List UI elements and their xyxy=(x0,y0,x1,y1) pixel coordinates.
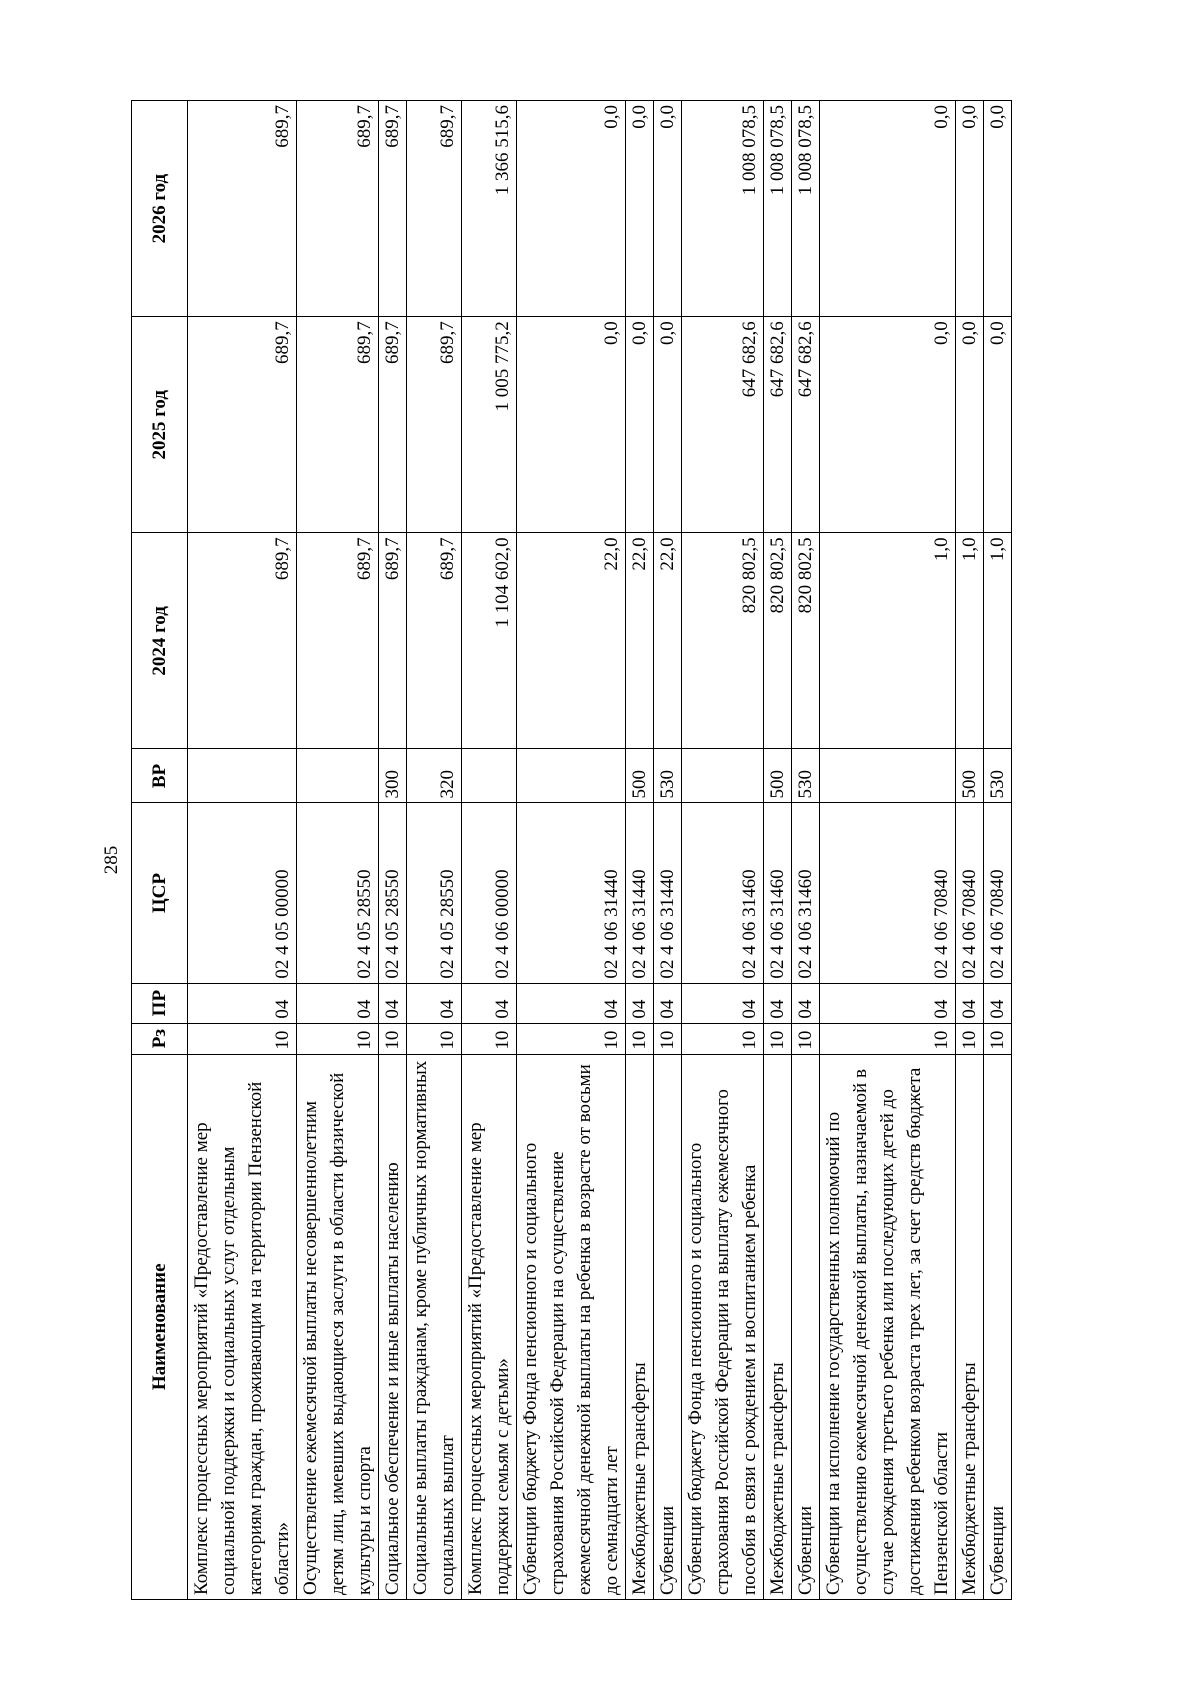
cell-2024: 22,0 xyxy=(517,533,626,749)
table-row xyxy=(407,101,462,1600)
cell-pr: 04 xyxy=(188,983,297,1023)
cell-2024: 689,7 xyxy=(297,533,379,749)
cell-2024: 1,0 xyxy=(956,533,984,749)
cell-csr: 02 4 06 31440 xyxy=(626,803,654,983)
table-header xyxy=(132,101,188,1600)
cell-pr: 04 xyxy=(682,983,764,1023)
cell-vr xyxy=(188,749,297,803)
table-row xyxy=(792,101,820,1600)
cell-vr xyxy=(682,749,764,803)
cell-csr: 02 4 06 70840 xyxy=(820,803,956,983)
header-csr: ЦСР xyxy=(132,803,188,983)
cell-vr: 500 xyxy=(764,749,792,803)
cell-csr: 02 4 06 31440 xyxy=(654,803,682,983)
cell-2025: 0,0 xyxy=(984,317,1012,533)
cell-csr: 02 4 06 31460 xyxy=(764,803,792,983)
cell-pr: 04 xyxy=(956,983,984,1023)
cell-rz: 10 xyxy=(682,1023,764,1054)
cell-2026: 689,7 xyxy=(188,101,297,317)
cell-name: Субвенции бюджету Фонда пенсионного и социального страхования Российской Федерации на осуществление ежемесячной денежной выплаты на ребенка в возрасте от восьми до семнадцати лет xyxy=(517,1054,626,1599)
table-row xyxy=(682,101,764,1600)
page-number: 285 xyxy=(101,845,122,875)
cell-2025: 647 682,6 xyxy=(792,317,820,533)
cell-pr: 04 xyxy=(820,983,956,1023)
cell-2025: 647 682,6 xyxy=(682,317,764,533)
cell-pr: 04 xyxy=(764,983,792,1023)
cell-rz: 10 xyxy=(764,1023,792,1054)
cell-rz: 10 xyxy=(984,1023,1012,1054)
table-row xyxy=(764,101,792,1600)
cell-2025: 0,0 xyxy=(820,317,956,533)
cell-2026: 1 008 078,5 xyxy=(682,101,764,317)
cell-pr: 04 xyxy=(407,983,462,1023)
header-vr: ВР xyxy=(132,749,188,803)
rotated-table-container xyxy=(131,100,1011,1600)
cell-csr: 02 4 05 28550 xyxy=(297,803,379,983)
cell-2024: 22,0 xyxy=(654,533,682,749)
cell-2026: 689,7 xyxy=(379,101,407,317)
header-2025: 2025 год xyxy=(132,317,188,533)
cell-rz: 10 xyxy=(188,1023,297,1054)
cell-2026: 1 366 515,6 xyxy=(462,101,517,317)
cell-rz: 10 xyxy=(956,1023,984,1054)
cell-vr: 320 xyxy=(407,749,462,803)
header-2024: 2024 год xyxy=(132,533,188,749)
cell-2025: 689,7 xyxy=(379,317,407,533)
cell-2026: 689,7 xyxy=(407,101,462,317)
cell-name: Осуществление ежемесячной выплаты несовершеннолетним детям лиц, имевших выдающиеся заслуги в области физической культуры и спорта xyxy=(297,1054,379,1599)
cell-rz: 10 xyxy=(517,1023,626,1054)
cell-2024: 1,0 xyxy=(820,533,956,749)
cell-pr: 04 xyxy=(379,983,407,1023)
cell-csr: 02 4 06 31460 xyxy=(682,803,764,983)
header-rz: Рз xyxy=(132,1023,188,1054)
cell-2026: 0,0 xyxy=(626,101,654,317)
cell-2024: 820 802,5 xyxy=(764,533,792,749)
cell-pr: 04 xyxy=(626,983,654,1023)
cell-2026: 689,7 xyxy=(297,101,379,317)
cell-2024: 689,7 xyxy=(407,533,462,749)
cell-csr: 02 4 06 70840 xyxy=(984,803,1012,983)
cell-2025: 1 005 775,2 xyxy=(462,317,517,533)
cell-name: Субвенции на исполнение государственных полномочий по осуществлению ежемесячной денежной выплаты, назначаемой в случае рождения третьего ребенка или последующих детей до достижения ребенком возраста трех лет, за счет средств бюджета Пензенской области xyxy=(820,1054,956,1599)
cell-vr xyxy=(297,749,379,803)
cell-name: Субвенции xyxy=(984,1054,1012,1599)
cell-vr: 530 xyxy=(792,749,820,803)
cell-2025: 689,7 xyxy=(188,317,297,533)
cell-csr: 02 4 06 70840 xyxy=(956,803,984,983)
cell-pr: 04 xyxy=(297,983,379,1023)
table-row xyxy=(626,101,654,1600)
cell-vr xyxy=(820,749,956,803)
cell-name: Субвенции xyxy=(654,1054,682,1599)
cell-2024: 820 802,5 xyxy=(792,533,820,749)
cell-2024: 689,7 xyxy=(188,533,297,749)
cell-pr: 04 xyxy=(984,983,1012,1023)
cell-name: Межбюджетные трансферты xyxy=(626,1054,654,1599)
cell-2025: 689,7 xyxy=(407,317,462,533)
cell-vr: 530 xyxy=(984,749,1012,803)
cell-2024: 1 104 602,0 xyxy=(462,533,517,749)
table-row xyxy=(379,101,407,1600)
cell-2025: 0,0 xyxy=(517,317,626,533)
cell-csr: 02 4 06 31440 xyxy=(517,803,626,983)
header-name: Наименование xyxy=(132,1054,188,1599)
cell-csr: 02 4 05 28550 xyxy=(379,803,407,983)
cell-pr: 04 xyxy=(654,983,682,1023)
cell-pr: 04 xyxy=(462,983,517,1023)
cell-2026: 0,0 xyxy=(984,101,1012,317)
cell-2024: 689,7 xyxy=(379,533,407,749)
cell-name: Субвенции xyxy=(792,1054,820,1599)
cell-rz: 10 xyxy=(626,1023,654,1054)
table-row xyxy=(188,101,297,1600)
table-row xyxy=(654,101,682,1600)
cell-2026: 1 008 078,5 xyxy=(792,101,820,317)
cell-2024: 22,0 xyxy=(626,533,654,749)
cell-rz: 10 xyxy=(407,1023,462,1054)
cell-rz: 10 xyxy=(654,1023,682,1054)
table-row xyxy=(984,101,1012,1600)
cell-name: Социальное обеспечение и иные выплаты населению xyxy=(379,1054,407,1599)
cell-2026: 0,0 xyxy=(517,101,626,317)
table-row xyxy=(462,101,517,1600)
cell-name: Комплекс процессных мероприятий «Предоставление мер социальной поддержки и социальных услуг отдельным категориям граждан, проживающим на территории Пензенской области» xyxy=(188,1054,297,1599)
header-pr: ПР xyxy=(132,983,188,1023)
table-row xyxy=(820,101,956,1600)
cell-csr: 02 4 05 28550 xyxy=(407,803,462,983)
cell-vr: 300 xyxy=(379,749,407,803)
cell-2026: 0,0 xyxy=(956,101,984,317)
cell-rz: 10 xyxy=(297,1023,379,1054)
cell-pr: 04 xyxy=(517,983,626,1023)
cell-rz: 10 xyxy=(820,1023,956,1054)
cell-name: Комплекс процессных мероприятий «Предоставление мер поддержки семьям с детьми» xyxy=(462,1054,517,1599)
header-row xyxy=(132,101,188,1600)
cell-name: Межбюджетные трансферты xyxy=(764,1054,792,1599)
cell-rz: 10 xyxy=(379,1023,407,1054)
cell-name: Социальные выплаты гражданам, кроме публичных нормативных социальных выплат xyxy=(407,1054,462,1599)
cell-2025: 0,0 xyxy=(956,317,984,533)
cell-vr: 530 xyxy=(654,749,682,803)
table-row xyxy=(517,101,626,1600)
cell-name: Межбюджетные трансферты xyxy=(956,1054,984,1599)
table-body xyxy=(188,101,1012,1600)
cell-rz: 10 xyxy=(462,1023,517,1054)
table-row xyxy=(297,101,379,1600)
header-2026: 2026 год xyxy=(132,101,188,317)
cell-2024: 1,0 xyxy=(984,533,1012,749)
cell-vr xyxy=(462,749,517,803)
cell-csr: 02 4 06 31460 xyxy=(792,803,820,983)
cell-csr: 02 4 06 00000 xyxy=(462,803,517,983)
cell-2024: 820 802,5 xyxy=(682,533,764,749)
cell-2025: 0,0 xyxy=(626,317,654,533)
cell-2025: 647 682,6 xyxy=(764,317,792,533)
budget-table xyxy=(131,100,1012,1600)
cell-csr: 02 4 05 00000 xyxy=(188,803,297,983)
cell-vr: 500 xyxy=(956,749,984,803)
cell-2026: 1 008 078,5 xyxy=(764,101,792,317)
cell-name: Субвенции бюджету Фонда пенсионного и социального страхования Российской Федерации на выплату ежемесячного пособия в связи с рождением и воспитанием ребенка xyxy=(682,1054,764,1599)
cell-2025: 0,0 xyxy=(654,317,682,533)
cell-vr: 500 xyxy=(626,749,654,803)
cell-pr: 04 xyxy=(792,983,820,1023)
cell-2026: 0,0 xyxy=(654,101,682,317)
cell-rz: 10 xyxy=(792,1023,820,1054)
cell-vr xyxy=(517,749,626,803)
cell-2026: 0,0 xyxy=(820,101,956,317)
cell-2025: 689,7 xyxy=(297,317,379,533)
table-row xyxy=(956,101,984,1600)
